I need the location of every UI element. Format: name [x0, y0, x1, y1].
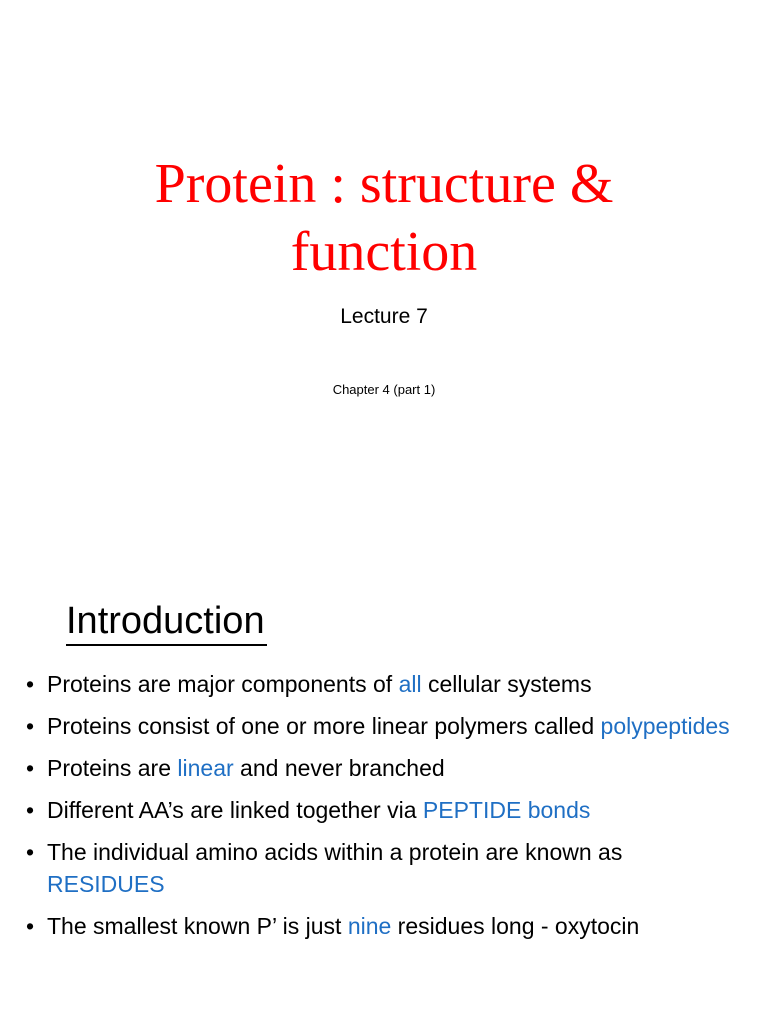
- lecture-subtitle: Lecture 7: [340, 305, 428, 328]
- highlight-term: linear: [177, 755, 234, 781]
- highlight-term: all: [398, 671, 422, 697]
- slide-title-line-2: function: [290, 221, 478, 283]
- slide-title: [0, 150, 768, 286]
- highlight-term: RESIDUES: [47, 871, 165, 897]
- bullet-item: • The smallest known P’ is just nine residues long - oxytocin: [26, 910, 746, 942]
- chapter-label: Chapter 4 (part 1): [332, 382, 436, 397]
- bullet-item: • Different AA’s are linked together via PEPTIDE bonds: [26, 794, 746, 826]
- bullet-item: • Proteins consist of one or more linear polymers called polypeptides: [26, 710, 746, 742]
- introduction-bullet-list: [26, 668, 746, 952]
- highlight-term: nine: [347, 913, 392, 939]
- bullet-item: • Proteins are major components of all cellular systems: [26, 668, 746, 700]
- introduction-heading: Introduction: [66, 598, 267, 646]
- bullet-item: • Proteins are linear and never branched: [26, 752, 746, 784]
- highlight-term: PEPTIDE bonds: [422, 797, 591, 823]
- highlight-term: polypeptides: [600, 713, 730, 739]
- slide-title-line-1: Protein : structure &: [154, 153, 614, 215]
- bullet-item: • The individual amino acids within a protein are known as RESIDUES: [26, 836, 746, 900]
